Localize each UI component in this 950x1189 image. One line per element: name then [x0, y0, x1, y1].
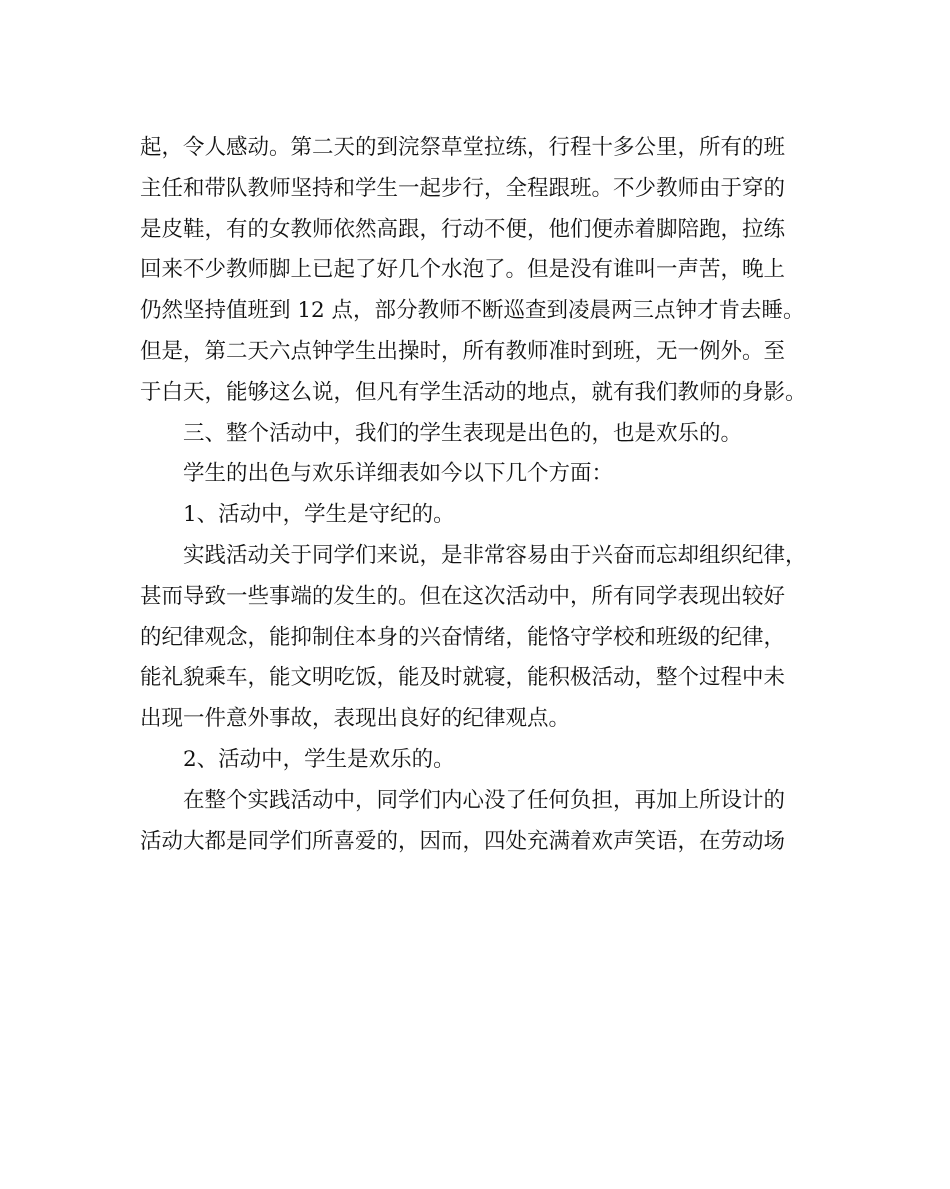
text-line: 活动大都是同学们所喜爱的，因而，四处充满着欢声笑语，在劳动场 [140, 828, 786, 854]
text-line: 起，令人感动。第二天的到浣祭草堂拉练，行程十多公里，所有的班 [140, 135, 786, 160]
section-heading: 三、整个活动中，我们的学生表现是出色的，也是欢乐的。 [183, 420, 743, 446]
text-line: 回来不少教师脚上已起了好几个水泡了。但是没有谁叫一声苦，晚上 [140, 257, 786, 283]
text-line: 能礼貌乘车，能文明吃饭，能及时就寝，能积极活动，整个过程中未 [140, 665, 786, 691]
text-line: 的纪律观念，能抑制住本身的兴奋情绪，能恪守学校和班级的纪律， [140, 624, 786, 650]
text-line: 但是，第二天六点钟学生出操时，所有教师准时到班，无一例外。至 [140, 338, 786, 364]
text-line: 主任和带队教师坚持和学生一起步行，全程跟班。不少教师由于穿的 [140, 175, 786, 201]
body-text [140, 128, 810, 862]
paragraph-start: 实践活动关于同学们来说，是非常容易由于兴奋而忘却组织纪律， [183, 542, 807, 568]
text-line: 仍然坚持值班到 12 点，部分教师不断巡查到凌晨两三点钟才肯去睡。 [140, 298, 805, 324]
text-line: 出现一件意外事故，表现出良好的纪律观点。 [140, 706, 571, 732]
paragraph-start: 在整个实践活动中，同学们内心没了任何负担，再加上所设计的 [183, 787, 786, 813]
subsection-heading: 1、活动中，学生是守纪的。 [183, 502, 455, 528]
subsection-heading: 2、活动中，学生是欢乐的。 [183, 746, 455, 772]
text-line: 于白天，能够这么说，但凡有学生活动的地点，就有我们教师的身影。 [140, 379, 807, 405]
text-line: 是皮鞋，有的女教师依然高跟，行动不便，他们便赤着脚陪跑，拉练 [140, 216, 786, 242]
text-line: 学生的出色与欢乐详细表如今以下几个方面： [183, 461, 614, 487]
text-line: 甚而导致一些事端的发生的。但在这次活动中，所有同学表现出较好 [140, 583, 786, 609]
